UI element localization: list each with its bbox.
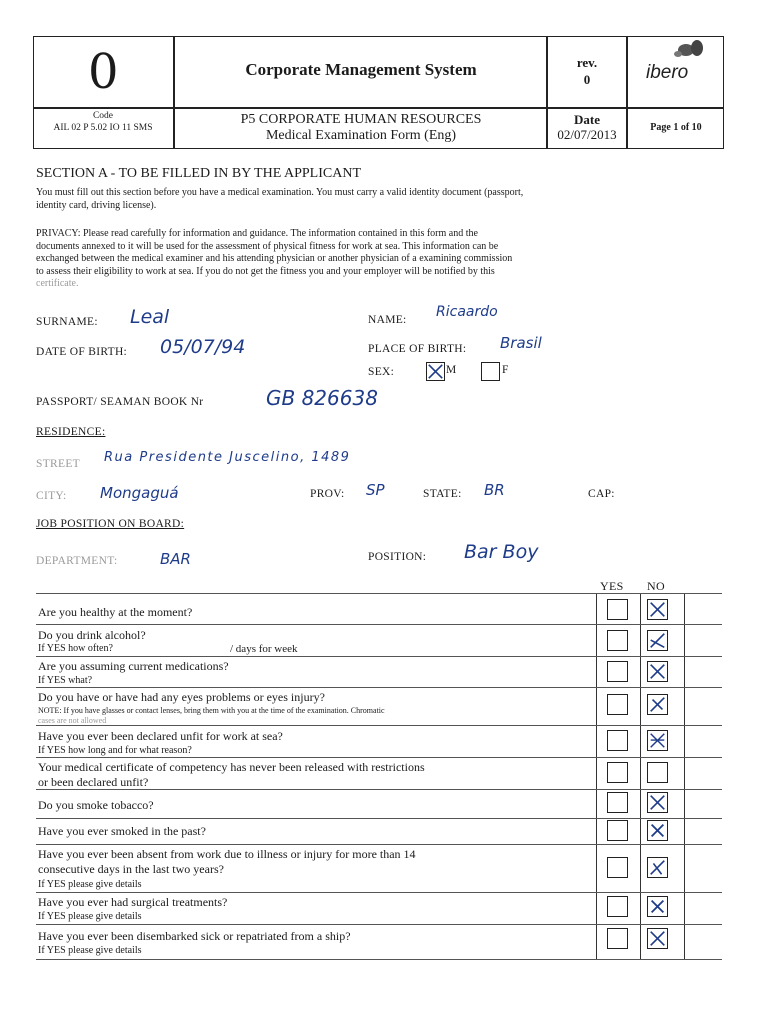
state-label: STATE:: [423, 488, 462, 500]
header-divider: [33, 107, 724, 109]
row-divider: [36, 892, 722, 893]
question-text: Your medical certificate of competency has never been released with restrictions: [38, 760, 425, 774]
document-title-line1: P5 CORPORATE HUMAN RESOURCES: [240, 112, 482, 127]
brand-name: ibero: [646, 62, 689, 83]
yes-checkbox[interactable]: [607, 857, 628, 878]
privacy-line: certificate.: [36, 278, 79, 289]
department-label: DEPARTMENT:: [36, 555, 118, 567]
question-text: Do you smoke tobacco?: [38, 798, 154, 812]
instruction-line: identity card, driving license).: [36, 199, 157, 211]
privacy-line: PRIVACY: Please read carefully for information and guidance. The information contained in this form and the: [36, 228, 478, 239]
prov-label: PROV:: [310, 488, 345, 500]
date-value: 02/07/2013: [557, 127, 617, 142]
check-x-icon: [648, 821, 667, 840]
check-x-icon: [648, 631, 667, 650]
prov-field[interactable]: SP: [366, 481, 385, 499]
yes-checkbox[interactable]: [607, 762, 628, 783]
question-sub: If YES please give details: [38, 911, 142, 922]
dob-label: DATE OF BIRTH:: [36, 346, 128, 358]
no-checkbox[interactable]: [647, 820, 668, 841]
check-x-icon: [648, 897, 667, 916]
row-divider: [36, 593, 722, 594]
surname-label: SURNAME:: [36, 316, 98, 328]
leaf-icon: [664, 38, 710, 62]
revision-value: 0: [583, 72, 591, 87]
check-x-icon: [648, 662, 667, 681]
no-checkbox[interactable]: [647, 792, 668, 813]
section-a-heading: SECTION A - TO BE FILLED IN BY THE APPLICANT: [36, 166, 361, 181]
position-label: POSITION:: [368, 551, 427, 563]
check-x-icon: [648, 793, 667, 812]
yes-checkbox[interactable]: [607, 694, 628, 715]
code-label: Code: [92, 111, 114, 121]
yes-column-header: YES: [600, 579, 624, 593]
row-divider: [36, 757, 722, 758]
no-checkbox[interactable]: [647, 661, 668, 682]
answer-grid-line: [596, 593, 597, 959]
sex-label: SEX:: [368, 366, 395, 378]
no-checkbox[interactable]: [647, 730, 668, 751]
yes-checkbox[interactable]: [607, 661, 628, 682]
question-note: NOTE: If you have glasses or contact lenses, bring them with you at the time of the examination. Chromatic: [38, 706, 385, 715]
code-value: AIL 02 P 5.02 IO 11 SMS: [53, 123, 153, 133]
header-divider: [173, 36, 175, 149]
no-checkbox[interactable]: [647, 896, 668, 917]
question-text: Do you have or have had any eyes problems or eyes injury?: [38, 690, 325, 704]
row-divider: [36, 624, 722, 625]
state-field[interactable]: BR: [484, 481, 505, 499]
no-checkbox[interactable]: [647, 857, 668, 878]
check-x-icon: [648, 695, 667, 714]
city-label: CITY:: [36, 490, 67, 502]
row-divider: [36, 687, 722, 688]
revision-label: rev.: [576, 55, 598, 70]
pob-label: PLACE OF BIRTH:: [368, 343, 467, 355]
check-x-icon: [648, 731, 667, 750]
system-title: Corporate Management System: [245, 60, 477, 79]
surname-field[interactable]: Leal: [130, 306, 170, 328]
sex-f-checkbox[interactable]: [481, 362, 500, 381]
answer-grid-line: [684, 593, 685, 959]
check-x-icon: [427, 363, 444, 380]
question-sub: If YES what?: [38, 675, 93, 686]
row-divider: [36, 725, 722, 726]
yes-checkbox[interactable]: [607, 928, 628, 949]
no-checkbox[interactable]: [647, 928, 668, 949]
date-label: Date: [574, 112, 600, 127]
street-label: STREET: [36, 458, 80, 470]
pob-field[interactable]: Brasil: [500, 334, 542, 352]
position-field[interactable]: Bar Boy: [464, 541, 539, 563]
passport-field[interactable]: GB 826638: [266, 386, 378, 410]
question-text: Have you ever been absent from work due to illness or injury for more than 14: [38, 847, 416, 861]
instruction-line: You must fill out this section before you have a medical examination. You must carry a valid identity document (passport,: [36, 187, 524, 198]
question-note: cases are not allowed: [38, 716, 107, 725]
question-text: Have you ever been declared unfit for work at sea?: [38, 729, 283, 743]
row-divider: [36, 924, 722, 925]
question-text: Are you healthy at the moment?: [38, 605, 193, 619]
city-field[interactable]: Mongaguá: [100, 484, 179, 502]
yes-checkbox[interactable]: [607, 730, 628, 751]
document-title-line2: Medical Examination Form (Eng): [265, 128, 457, 143]
passport-label: PASSPORT/ SEAMAN BOOK Nr: [36, 396, 204, 408]
page-number: Page 1 of 10: [650, 122, 702, 133]
instruction-text: [36, 187, 716, 212]
row-divider: [36, 818, 722, 819]
name-field[interactable]: Ricaardo: [436, 304, 498, 320]
job-position-label: JOB POSITION ON BOARD:: [36, 518, 185, 530]
system-logo: 0: [88, 44, 119, 100]
question-text: or been declared unfit?: [38, 775, 149, 789]
row-divider: [36, 959, 722, 960]
check-x-icon: [648, 858, 667, 877]
privacy-line: to assess their eligibility to work at sea. If you do not get the fitness you and your employer will be notified by this: [36, 265, 495, 277]
question-text: Do you drink alcohol?: [38, 628, 146, 642]
name-label: NAME:: [368, 314, 407, 326]
row-divider: [36, 844, 722, 845]
privacy-line: exchanged between the medical examiner and his attending physician or another physician of a examining commission: [36, 253, 513, 264]
no-checkbox[interactable]: [647, 762, 668, 783]
check-x-icon: [648, 600, 667, 619]
no-checkbox[interactable]: [647, 694, 668, 715]
yes-checkbox[interactable]: [607, 792, 628, 813]
question-sub: If YES how long and for what reason?: [38, 745, 192, 756]
question-sub: If YES how often?: [38, 643, 113, 654]
revision: [548, 54, 626, 88]
yes-checkbox[interactable]: [607, 820, 628, 841]
check-x-icon: [648, 929, 667, 948]
yes-checkbox[interactable]: [607, 896, 628, 917]
dob-field[interactable]: 05/07/94: [160, 336, 246, 358]
row-divider: [36, 656, 722, 657]
question-text: consecutive days in the last two years?: [38, 862, 224, 876]
question-sub: If YES please give details: [38, 879, 142, 890]
privacy-line: documents annexed to it will be used for the assessment of physical fitness for work at sea. This information can be: [36, 240, 499, 252]
question-sub: If YES please give details: [38, 945, 142, 956]
no-checkbox[interactable]: [647, 599, 668, 620]
code-block: [33, 110, 173, 134]
document-title: [176, 112, 546, 144]
question-extra: / days for week: [230, 643, 298, 655]
no-column-header: NO: [647, 579, 665, 593]
no-checkbox[interactable]: [647, 630, 668, 651]
sex-m-label: M: [446, 364, 457, 376]
department-field[interactable]: BAR: [160, 550, 191, 568]
street-field[interactable]: Rua Presidente Juscelino, 1489: [104, 450, 351, 465]
residence-label: RESIDENCE:: [36, 426, 106, 438]
sex-f-label: F: [502, 364, 509, 376]
sex-m-checkbox[interactable]: [426, 362, 445, 381]
cap-label: CAP:: [588, 488, 615, 500]
answer-grid-line: [640, 593, 641, 959]
yes-checkbox[interactable]: [607, 630, 628, 651]
date-block: [548, 112, 626, 142]
question-text: Have you ever had surgical treatments?: [38, 895, 228, 909]
question-text: Have you ever smoked in the past?: [38, 824, 206, 838]
question-text: Have you ever been disembarked sick or repatriated from a ship?: [38, 929, 351, 943]
question-text: Are you assuming current medications?: [38, 659, 229, 673]
yes-checkbox[interactable]: [607, 599, 628, 620]
privacy-text: [36, 228, 716, 291]
